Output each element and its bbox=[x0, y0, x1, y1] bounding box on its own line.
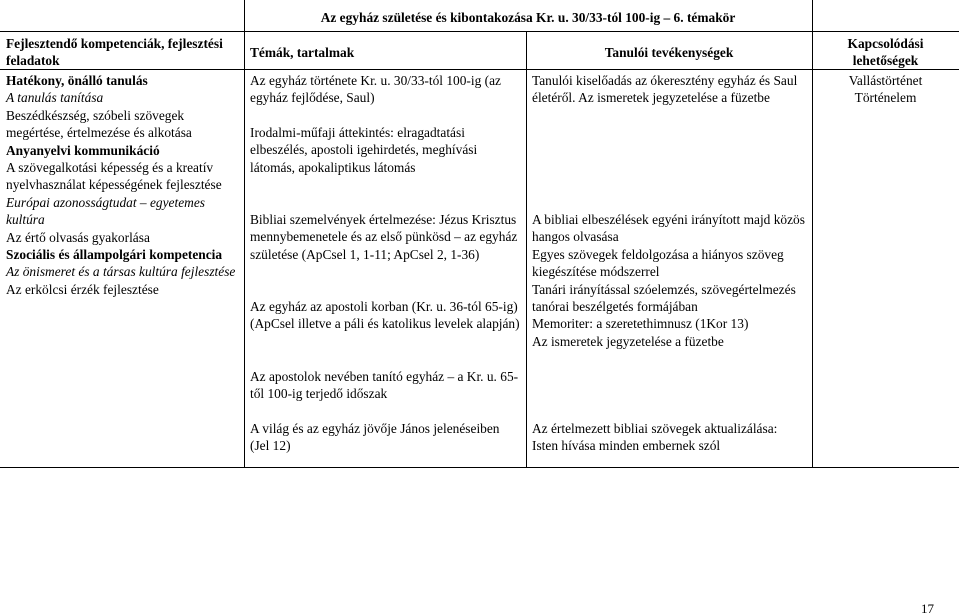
competency-item: A tanulás tanítása bbox=[6, 90, 104, 106]
header-topics: Témák, tartalmak bbox=[250, 45, 355, 60]
module-title: Az egyház születése és kibontakozása Kr. u. 30/33-tól 100-ig – 6. témakör bbox=[320, 10, 736, 25]
competency-item: Az erkölcsi érzék fejlesztése bbox=[6, 281, 159, 297]
competency-item: Az önismeret és a társas kultúra fejlesztése bbox=[6, 264, 236, 280]
topic-item: A világ és az egyház jövője János jelenéseiben (Jel 12) bbox=[250, 421, 500, 454]
connection-item: Történelem bbox=[854, 90, 917, 106]
connection-item: Vallástörténet bbox=[848, 73, 923, 88]
topic-item: Az egyház az apostoli korban (Kr. u. 36-tól 65-ig) (ApCsel illetve a páli és katolikus levelek alapján) bbox=[250, 299, 520, 332]
border-header-bottom bbox=[244, 69, 812, 70]
activity-item: A bibliai elbeszélések egyéni irányított majd közös hangos olvasása bbox=[532, 212, 805, 245]
competency-item: Szociális és állampolgári kompetencia bbox=[6, 247, 223, 263]
activity-item: Az ismeretek jegyzetelése a füzetbe bbox=[532, 333, 724, 349]
header-connections: Kapcsolódási lehetőségek bbox=[847, 36, 924, 69]
topic-item: Irodalmi-műfaji áttekintés: elragadtatási elbeszélés, apostoli igehirdetés, meghívási látomás, apokaliptikus látomás bbox=[250, 125, 478, 175]
border-bottom bbox=[0, 467, 959, 468]
competencies-list bbox=[0, 72, 244, 298]
page-number: 17 bbox=[921, 601, 934, 616]
competency-item: Beszédkészség, szóbeli szövegek megértése, értelmezése és alkotása bbox=[6, 107, 192, 141]
activity-item: Egyes szövegek feldolgozása a hiányos szöveg kiegészítése módszerrel bbox=[532, 246, 784, 280]
activity-block bbox=[526, 211, 812, 350]
activity-item: Memoriter: a szeretethimnusz (1Kor 13) bbox=[532, 316, 749, 332]
activity-item: Az értelmezett bibliai szövegek aktualizálása: Isten hívása minden embernek szól bbox=[532, 421, 778, 454]
topic-item: Bibliai szemelvények értelmezése: Jézus Krisztus mennybemenetele és az első pünkösd – az egyház születése (ApCsel 1, 1-11; ApCsel 2, 1-36) bbox=[250, 212, 518, 262]
competency-item: Hatékony, önálló tanulás bbox=[6, 73, 148, 88]
competency-item: Anyanyelvi kommunikáció bbox=[6, 142, 160, 158]
connections-list bbox=[812, 72, 959, 107]
border-top bbox=[0, 31, 959, 32]
topic-item: Az apostolok nevében tanító egyház – a Kr. u. 65-től 100-ig terjedő időszak bbox=[250, 369, 519, 402]
competency-item: Az értő olvasás gyakorlása bbox=[6, 229, 150, 245]
header-activities: Tanulói tevékenységek bbox=[604, 45, 734, 60]
activity-item: Tanulói kiselőadás az ókeresztény egyház és Saul életéről. Az ismeretek jegyzetelése a füzetbe bbox=[532, 73, 798, 106]
topic-item: Az egyház története Kr. u. 30/33-tól 100-ig (az egyház fejlődése, Saul) bbox=[250, 73, 501, 106]
competency-item: Európai azonosságtudat – egyetemes kultúra bbox=[6, 194, 205, 228]
border-col-3 bbox=[812, 0, 813, 468]
activity-item: Tanári irányítással szóelemzés, szövegértelmezés tanórai beszélgetés formájában bbox=[532, 281, 796, 315]
header-competencies: Fejlesztendő kompetenciák, fejlesztési feladatok bbox=[6, 36, 223, 69]
competency-item: A szövegalkotási képesség és a kreatív nyelvhasználat képességének fejlesztése bbox=[6, 160, 222, 193]
